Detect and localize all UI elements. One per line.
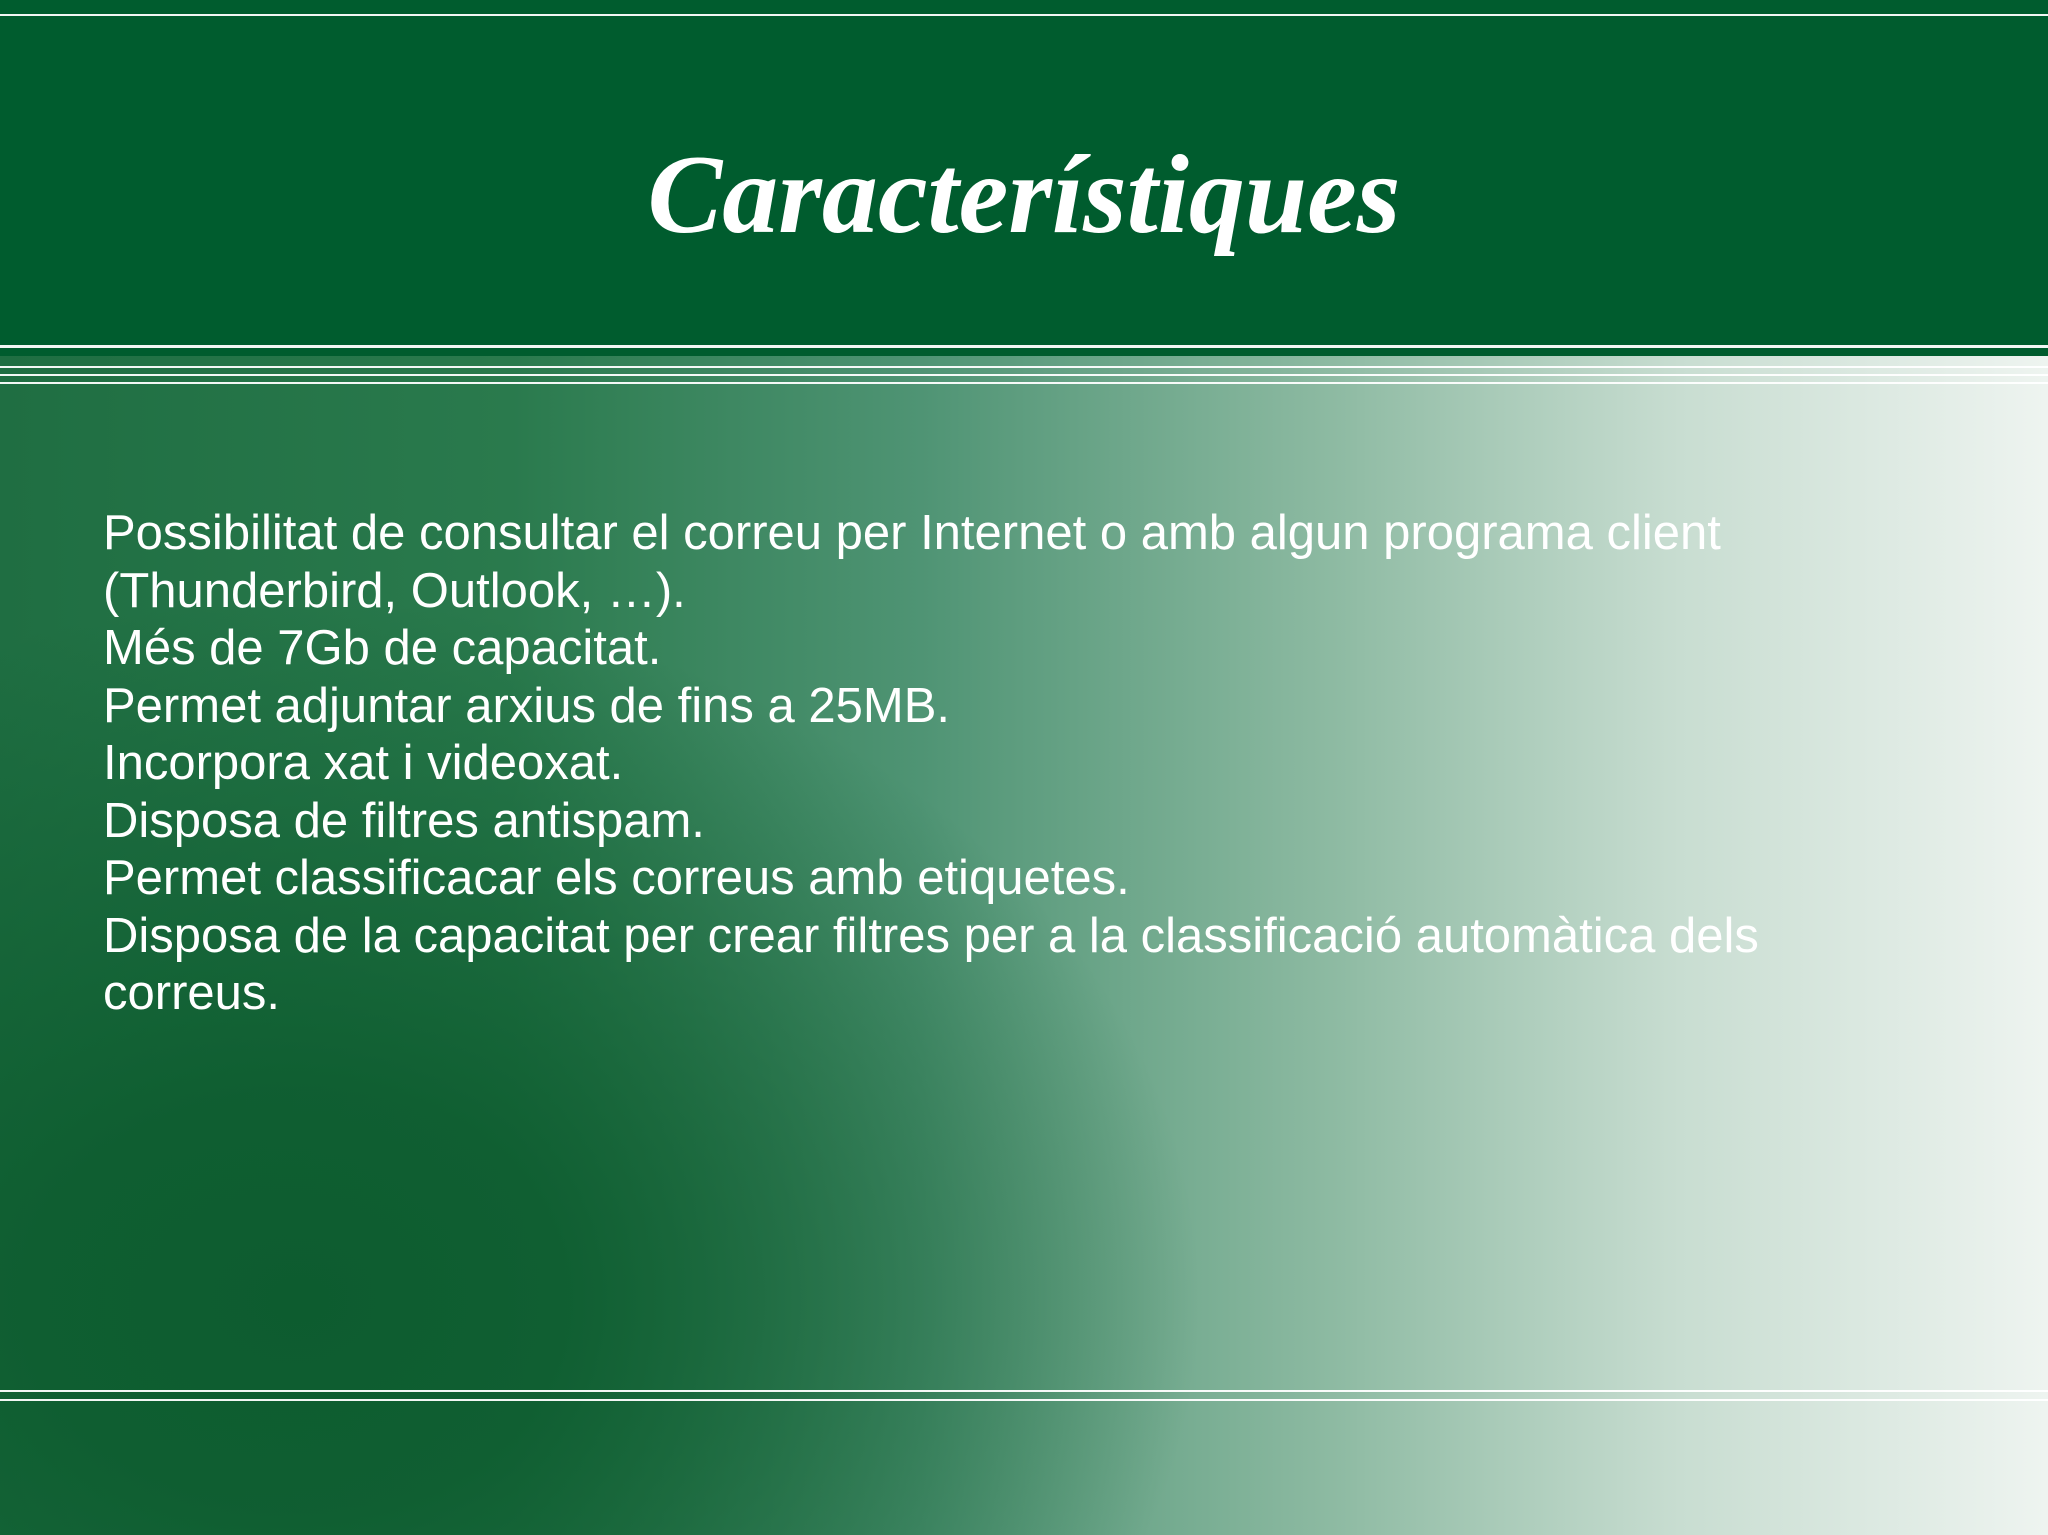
bullet-item: Permet classificacar els correus amb etiquetes.: [103, 851, 1130, 905]
bullet-item: Permet adjuntar arxius de fins a 25MB.: [103, 678, 951, 733]
bullet-item: Disposa de la capacitat per crear filtres per a la classificació automàtica dels correus.: [103, 908, 1759, 1020]
bullet-item: Possibilitat de consultar el correu per Internet o amb algun programa client (Thunderbird, Outlook, …).: [103, 506, 1721, 618]
bullet-item: Més de 7Gb de capacitat.: [103, 621, 662, 675]
bullet-item: Disposa de filtres antispam.: [103, 793, 705, 848]
banner-divider-line: [0, 366, 2048, 368]
bullet-list: [103, 505, 1903, 1023]
banner-divider-line: [0, 374, 2048, 376]
banner-divider-line: [0, 345, 2048, 348]
top-border-line-inner: [0, 14, 2048, 16]
banner-divider-line: [0, 382, 2048, 384]
footer-divider-line: [0, 1390, 2048, 1392]
footer-divider-line: [0, 1399, 2048, 1401]
bullet-item: Incorpora xat i videoxat.: [103, 736, 624, 790]
slide-title: Característiques: [647, 133, 1401, 257]
